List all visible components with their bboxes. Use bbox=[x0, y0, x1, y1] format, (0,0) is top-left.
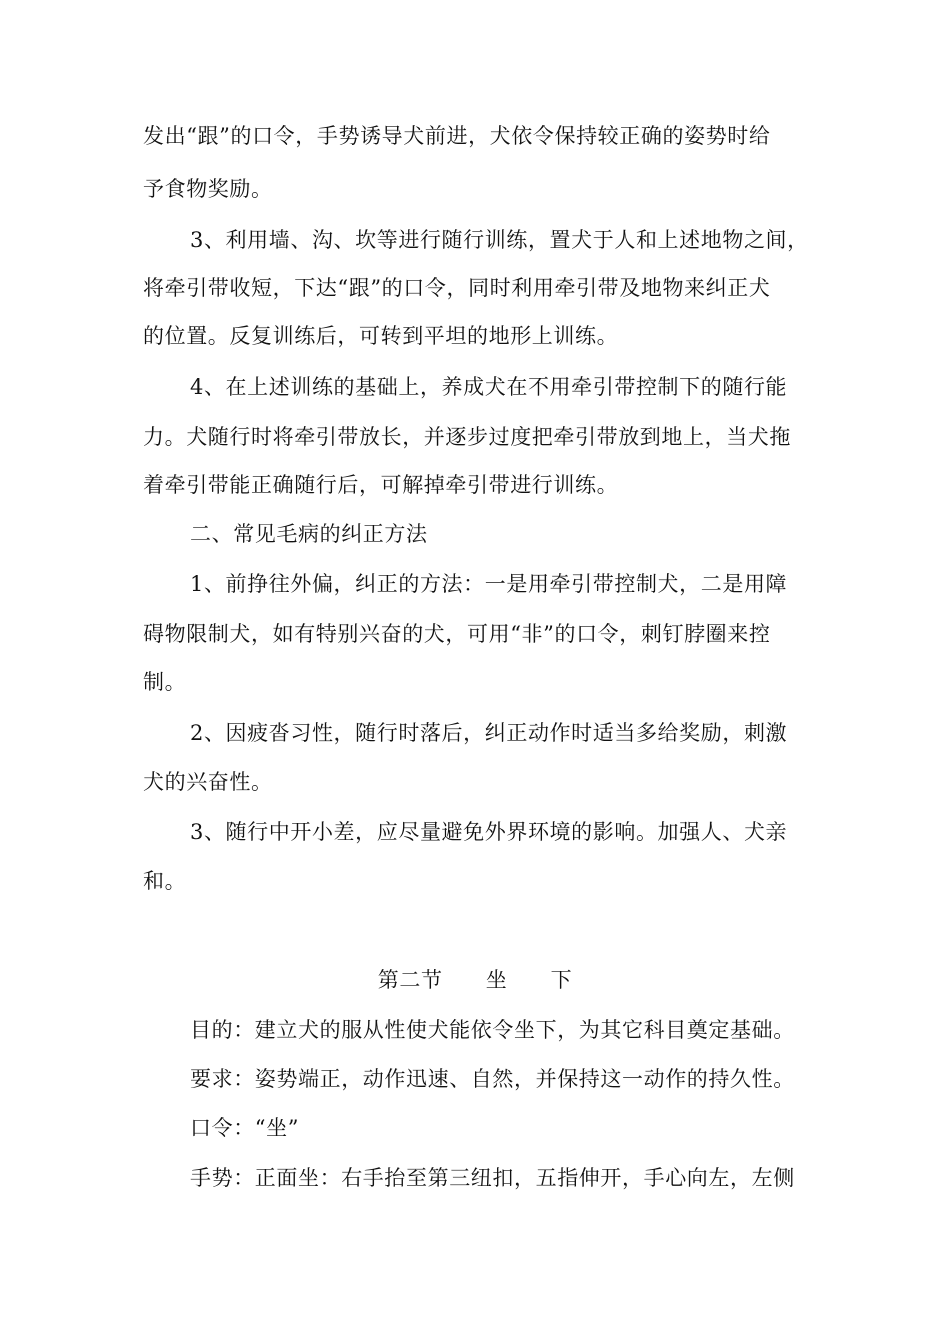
text-line: 发出“跟”的口令，手势诱导犬前进，犬依令保持较正确的姿势时给 bbox=[143, 124, 771, 148]
section-requirement: 要求：姿势端正，动作迅速、自然，并保持这一动作的持久性。 bbox=[190, 1067, 795, 1091]
text-line: 力。犬随行时将牵引带放长，并逐步过度把牵引带放到地上，当犬拖 bbox=[143, 425, 791, 449]
text-line: 2、因疲沓习性，随行时落后，纠正动作时适当多给奖励，刺激 bbox=[190, 721, 788, 745]
text-line: 碍物限制犬，如有特别兴奋的犬，可用“非”的口令，刺钉脖圈来控 bbox=[143, 622, 771, 646]
text-line: 和。 bbox=[143, 869, 187, 893]
text-line: 将牵引带收短，下达“跟”的口令，同时利用牵引带及地物来纠正犬 bbox=[143, 276, 771, 300]
section-purpose: 目的：建立犬的服从性使犬能依令坐下，为其它科目奠定基础。 bbox=[190, 1018, 795, 1042]
section-command: 口令：“坐” bbox=[190, 1116, 300, 1140]
text-line: 1、前挣往外偏，纠正的方法：一是用牵引带控制犬，二是用障 bbox=[190, 572, 788, 596]
text-line: 着牵引带能正确随行后，可解掉牵引带进行训练。 bbox=[143, 473, 619, 497]
subheading: 二、常见毛病的纠正方法 bbox=[190, 522, 428, 546]
section-title: 第二节 坐 下 bbox=[377, 968, 573, 992]
text-line: 制。 bbox=[143, 670, 187, 694]
text-line: 4、在上述训练的基础上，养成犬在不用牵引带控制下的随行能 bbox=[190, 375, 788, 399]
text-line: 犬的兴奋性。 bbox=[143, 770, 273, 794]
text-line: 的位置。反复训练后，可转到平坦的地形上训练。 bbox=[143, 324, 619, 348]
section-gesture: 手势：正面坐：右手抬至第三纽扣，五指伸开，手心向左，左侧 bbox=[190, 1166, 795, 1190]
text-line: 予食物奖励。 bbox=[143, 177, 273, 201]
text-line: 3、随行中开小差，应尽量避免外界环境的影响。加强人、犬亲 bbox=[190, 820, 788, 844]
text-line: 3、利用墙、沟、坎等进行随行训练，置犬于人和上述地物之间， bbox=[190, 228, 809, 252]
